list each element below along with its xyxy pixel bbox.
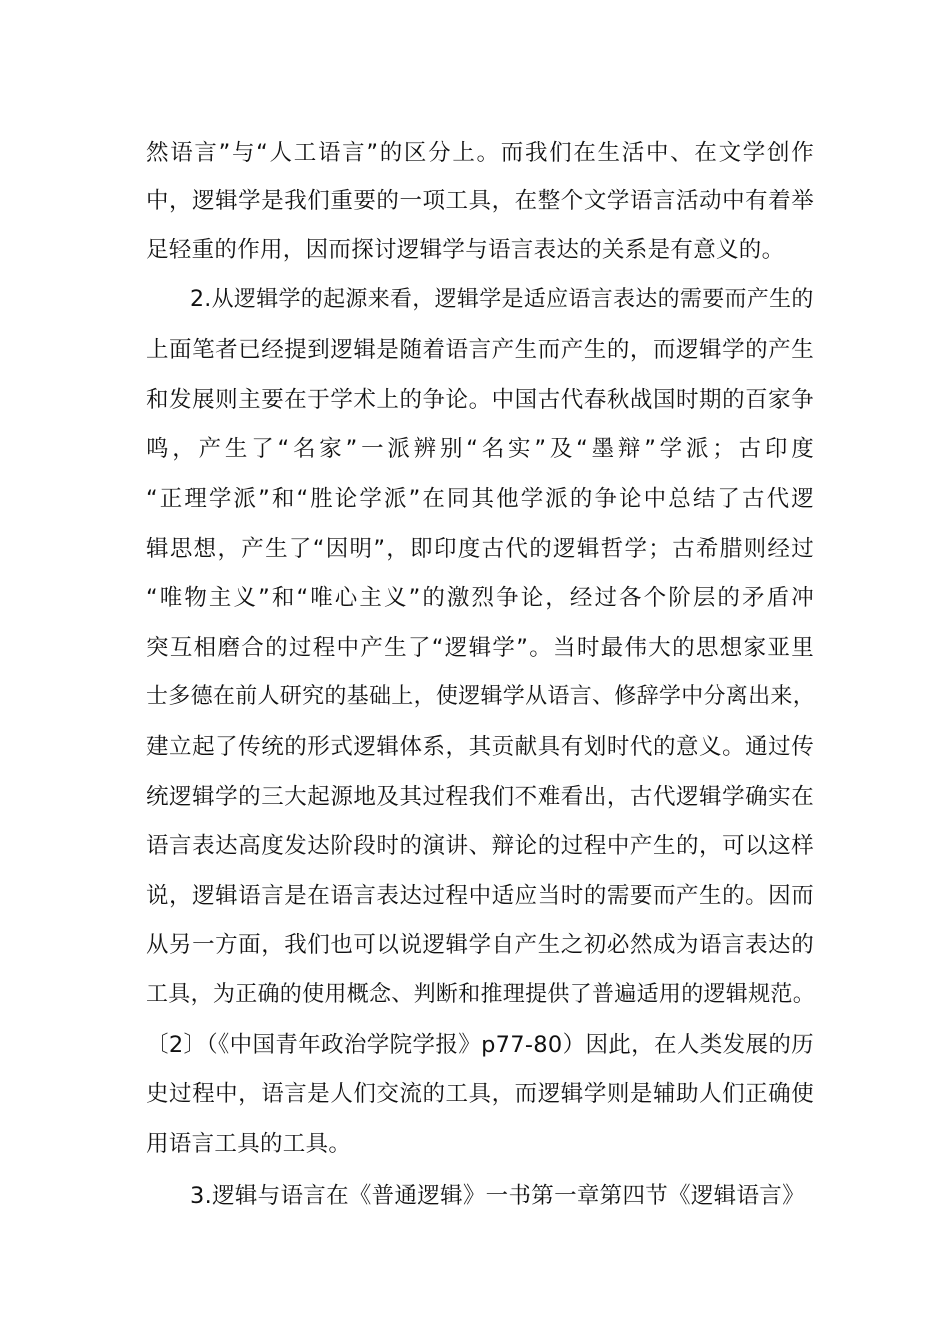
text-line: 从另一方面，我们也可以说逻辑学自产生之初必然成为语言表达的 xyxy=(146,932,814,958)
text-line: 突互相磨合的过程中产生了“逻辑学”。当时最伟大的思想家亚里 xyxy=(146,635,814,661)
text-line: 鸣，产生了“名家”一派辨别“名实”及“墨辩”学派；古印度 xyxy=(146,436,814,462)
text-line: 史过程中，语言是人们交流的工具，而逻辑学则是辅助人们正确使 xyxy=(146,1081,814,1107)
section-heading-2: 2.从逻辑学的起源来看，逻辑学是适应语言表达的需要而产生的 xyxy=(190,287,814,312)
text-line: “唯物主义”和“唯心主义”的激烈争论，经过各个阶层的矛盾冲 xyxy=(146,585,814,611)
text-line: 中，逻辑学是我们重要的一项工具，在整个文学语言活动中有着举 xyxy=(146,188,814,214)
text-line: 建立起了传统的形式逻辑体系，其贡献具有划时代的意义。通过传 xyxy=(146,734,814,760)
text-line: 足轻重的作用，因而探讨逻辑学与语言表达的关系是有意义的。 xyxy=(146,237,785,263)
text-line: 上面笔者已经提到逻辑是随着语言产生而产生的，而逻辑学的产生 xyxy=(146,337,814,363)
text-line: 和发展则主要在于学术上的争论。中国古代春秋战国时期的百家争 xyxy=(146,387,814,413)
text-line: 用语言工具的工具。 xyxy=(146,1131,352,1157)
text-line: “正理学派”和“胜论学派”在同其他学派的争论中总结了古代逻 xyxy=(146,486,814,512)
text-line: 统逻辑学的三大起源地及其过程我们不难看出，古代逻辑学确实在 xyxy=(146,784,814,810)
text-line: 说，逻辑语言是在语言表达过程中适应当时的需要而产生的。因而 xyxy=(146,883,814,909)
text-line: 然语言”与“人工语言”的区分上。而我们在生活中、在文学创作 xyxy=(146,140,814,166)
text-line: 辑思想，产生了“因明”，即印度古代的逻辑哲学；古希腊则经过 xyxy=(146,536,814,562)
section-heading-3: 3.逻辑与语言在《普通逻辑》一书第一章第四节《逻辑语言》 xyxy=(190,1183,805,1209)
text-line: 士多德在前人研究的基础上，使逻辑学从语言、修辞学中分离出来， xyxy=(146,684,816,709)
text-line: 工具，为正确的使用概念、判断和推理提供了普遍适用的逻辑规范。 xyxy=(146,982,816,1007)
text-line: 语言表达高度发达阶段时的演讲、辩论的过程中产生的，可以这样 xyxy=(146,833,814,859)
text-line: 〔2〕（《中国青年政治学院学报》p77-80）因此，在人类发展的历 xyxy=(146,1032,814,1058)
